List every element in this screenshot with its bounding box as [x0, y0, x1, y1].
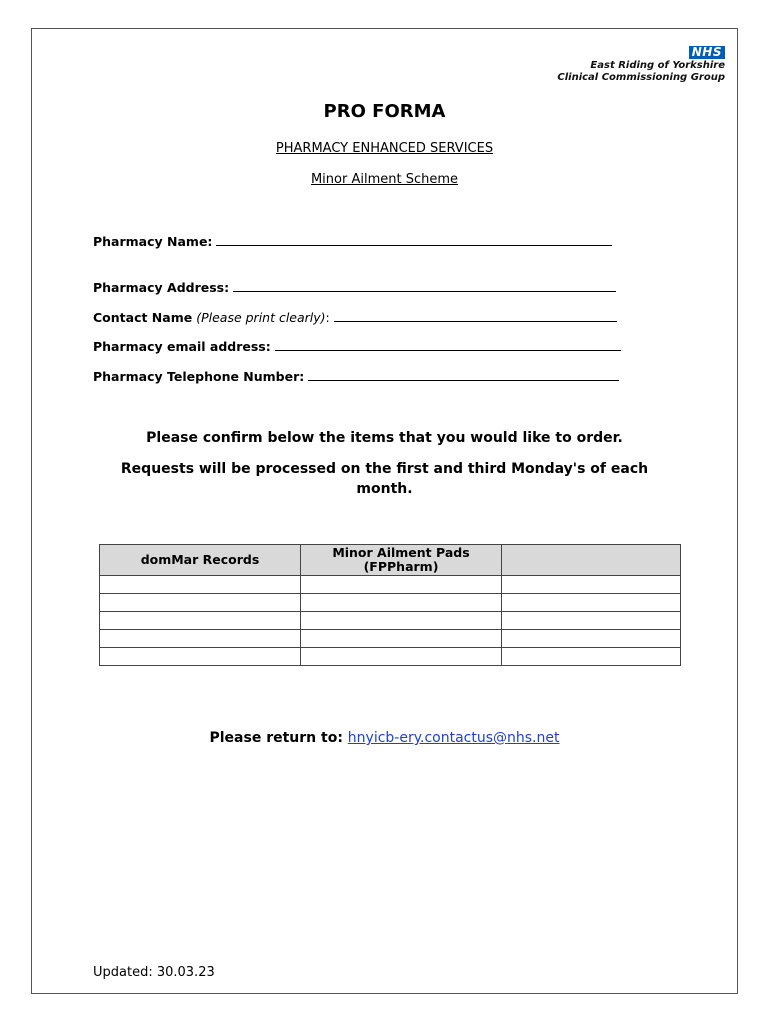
table-header-row [100, 545, 681, 576]
table-cell[interactable] [100, 612, 301, 630]
telephone-line[interactable] [308, 369, 619, 381]
telephone-field[interactable] [93, 369, 619, 384]
contact-name-line[interactable] [334, 310, 617, 322]
table-cell[interactable] [502, 630, 681, 648]
table-cell[interactable] [502, 594, 681, 612]
pharmacy-address-field[interactable] [93, 280, 616, 295]
table-cell[interactable] [100, 576, 301, 594]
org-name-line2: Clinical Commissioning Group [557, 72, 725, 83]
instruction-order: Please confirm below the items that you would like to order. [146, 430, 623, 446]
order-table [99, 544, 681, 666]
table-row [100, 576, 681, 594]
table-cell[interactable] [100, 630, 301, 648]
pharmacy-name-line[interactable] [216, 234, 612, 246]
table-cell[interactable] [301, 630, 502, 648]
contact-name-note: (Please print clearly) [196, 310, 326, 325]
table-cell[interactable] [301, 594, 502, 612]
header-blank [502, 545, 681, 576]
subtitle-services: PHARMACY ENHANCED SERVICES [275, 141, 494, 156]
table-row [100, 630, 681, 648]
contact-name-colon: : [325, 310, 330, 325]
return-email-link[interactable]: hnyicb-ery.contactus@nhs.net [347, 730, 560, 746]
subtitle-scheme: Minor Ailment Scheme [310, 172, 459, 187]
table-cell[interactable] [502, 612, 681, 630]
email-line[interactable] [275, 339, 621, 351]
return-instruction [32, 730, 737, 746]
org-name-line1: East Riding of Yorkshire [590, 60, 725, 71]
table-cell[interactable] [502, 576, 681, 594]
email-field[interactable] [93, 339, 621, 354]
page-title: PRO FORMA [323, 101, 446, 122]
nhs-logo [557, 41, 725, 84]
table-cell[interactable] [502, 648, 681, 666]
table-row [100, 648, 681, 666]
instruction-schedule: Requests will be processed on the first and third Monday's of each month. [120, 461, 649, 497]
table-row [100, 612, 681, 630]
pharmacy-name-field[interactable] [93, 234, 612, 249]
table-cell[interactable] [301, 576, 502, 594]
table-cell[interactable] [301, 612, 502, 630]
table-cell[interactable] [100, 594, 301, 612]
email-label: Pharmacy email address: [93, 339, 271, 354]
document-page [31, 28, 738, 994]
telephone-label: Pharmacy Telephone Number: [93, 369, 305, 384]
table-row [100, 594, 681, 612]
contact-name-field[interactable] [93, 310, 617, 325]
header-dommar-records: domMar Records [100, 545, 301, 576]
header-minor-ailment-pads: Minor Ailment Pads (FPPharm) [301, 545, 502, 576]
pharmacy-name-label: Pharmacy Name: [93, 234, 213, 249]
updated-date: Updated: 30.03.23 [93, 965, 215, 980]
table-cell[interactable] [100, 648, 301, 666]
pharmacy-address-line[interactable] [233, 280, 616, 292]
contact-name-label: Contact Name [93, 310, 193, 325]
table-cell[interactable] [301, 648, 502, 666]
nhs-badge: NHS [689, 46, 725, 59]
pharmacy-address-label: Pharmacy Address: [93, 280, 230, 295]
return-label: Please return to: [209, 730, 343, 746]
